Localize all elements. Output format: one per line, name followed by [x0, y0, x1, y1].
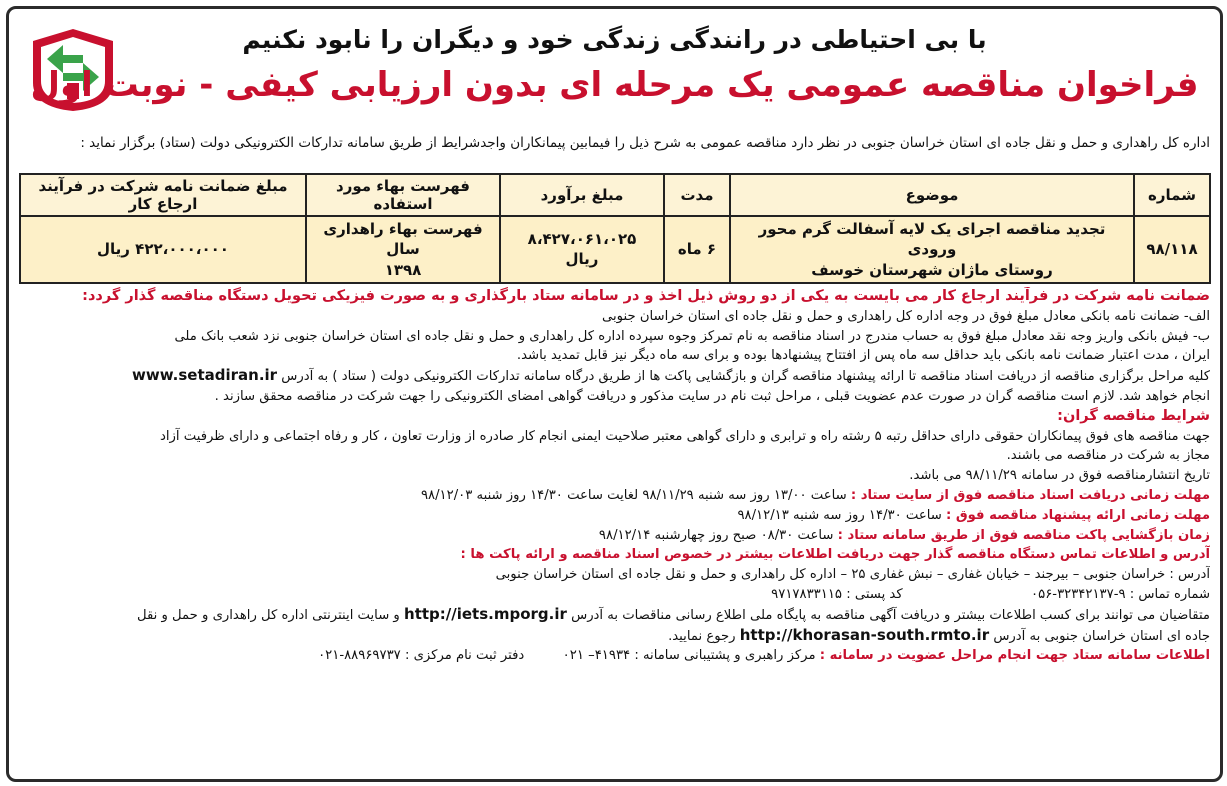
postal-code: کد پستی : ۹۷۱۷۸۳۳۱۱۵ [771, 586, 903, 602]
opening-time-value: ساعت ۰۸/۳۰ صبح روز چهارشنبه ۹۸/۱۲/۱۴ [598, 527, 834, 543]
col-duration: مدت [664, 174, 730, 216]
cell-estimate [500, 216, 664, 283]
conditions-text-2: مجاز به شرکت در مناقصه می باشند. [1006, 448, 1210, 464]
opening-time [19, 526, 1210, 546]
deadline-documents-value: ساعت ۱۳/۰۰ روز سه شنبه ۹۸/۱۱/۲۹ لغایت ساعت ۱۴/۳۰ روز شنبه ۹۸/۱۲/۰۳ [420, 487, 847, 503]
setad-info-line [19, 646, 1210, 666]
conditions-heading: شرایط مناقصه گران: [1057, 407, 1210, 424]
deadline-documents [19, 486, 1210, 506]
option-b: ب- فیش بانکی واریز وجه نقد معادل مبلغ فوق به حساب مندرج در اسناد مناقصه به نام تمرکز وجوه سپرده اداره کل راهداری و حمل و نقل جاده ای استان خراسان جنوبی نزد شعب بانک ملی [174, 328, 1210, 344]
estimate-amount: ۸،۴۲۷،۰۶۱،۰۲۵ [527, 230, 637, 249]
col-estimate: مبلغ برآورد [500, 174, 664, 216]
col-guarantee: مبلغ ضمانت نامه شرکت در فرآیند ارجاع کار [20, 174, 306, 216]
guarantee-heading: ضمانت نامه شرکت در فرآیند ارجاع کار می بایست به یکی از دو روش ذیل اخذ و در سامانه ستاد بارگذاری و به صورت فیزیکی تحویل دستگاه مناقصه گذار گردد: [82, 288, 1210, 304]
option-a: الف- ضمانت نامه بانکی معادل مبلغ فوق در وجه اداره کل راهداری و حمل و نقل جاده ای استان خراسان جنوبی [602, 308, 1210, 324]
conditions-text: جهت مناقصه های فوق پیمانکاران حقوقی دارای حداقل رتبه ۵ رشته راه و ترابری و دارای گواهی معتبر صلاحیت ایمنی انجام کار صادره از وزارت تعاون ، کار و رفاه اجتماعی و دارای ظرفیت آزاد [160, 428, 1210, 444]
notice-body [19, 287, 1210, 666]
province-text: جاده ای استان خراسان جنوبی به آدرس [993, 628, 1210, 644]
notice-frame [6, 6, 1223, 782]
cell-guarantee: ۴۲۲،۰۰۰،۰۰۰ ریال [20, 216, 306, 283]
cell-duration: ۶ ماه [664, 216, 730, 283]
iets-link[interactable]: http://iets.mporg.ir [404, 604, 567, 623]
setad-info-value: مرکز راهبری و پشتیبانی سامانه : ۴۱۹۳۴– ۰۲۱ [562, 648, 816, 664]
tender-table [19, 173, 1211, 284]
publish-date: تاریخ انتشارمناقصه فوق در سامانه ۹۸/۱۱/۲۹ می باشد. [909, 468, 1210, 484]
deadline-proposal [19, 506, 1210, 526]
validity-text: ایران ، مدت اعتبار ضمانت نامه بانکی باید حداقل سه ماه پس از افتتاح پیشنهادها بوده و برای سه ماه دیگر نیز قابل تمدید باشد. [516, 348, 1210, 364]
table-header-row [20, 174, 1210, 216]
intro-text: اداره کل راهداری و حمل و نقل جاده ای استان خراسان جنوبی در نظر دارد مناقصه عمومی به شرح ذیل را فیمابین پیمانکاران واجدشرایط از طریق سامانه تدارکات الکترونیکی دولت (ستاد) برگزار نماید : [80, 135, 1210, 151]
price-list-line-1: فهرست بهاء راهداری سال [323, 220, 483, 259]
phone-postal-line [19, 585, 1210, 605]
header [9, 9, 1220, 127]
setad-info-label: اطلاعات سامانه ستاد جهت انجام مراحل عضویت در سامانه : [819, 648, 1210, 664]
col-subject: موضوع [730, 174, 1134, 216]
applicants-text: متقاضیان می توانند برای کسب اطلاعات بیشتر و دریافت آگهی مناقصه به پایگاه ملی اطلاع رسانی مناقصات به آدرس [571, 607, 1210, 623]
process-text: کلیه مراحل برگزاری مناقصه از دریافت اسناد مناقصه تا ارائه پیشنهاد مناقصه گران و بازگشایی پاکت ها از طریق درگاه سامانه تدارکات الکترونیکی دولت ( ستاد ) به آدرس [281, 369, 1210, 385]
contact-heading: آدرس و اطلاعات تماس دستگاه مناقصه گذار جهت دریافت اطلاعات بیشتر در خصوص اسناد مناقصه و ارائه پاکت ها : [460, 547, 1210, 563]
safety-slogan: با بی احتیاطی در رانندگی زندگی خود و دیگران را نابود نکنیم [242, 25, 987, 54]
subject-line-2: روستای ماژان شهرستان خوسف [811, 260, 1053, 279]
registration-office: دفتر ثبت نام مرکزی : ۸۸۹۶۹۷۳۷-۰۲۱ [318, 648, 525, 664]
process-text-2: انجام خواهد شد. لازم است مناقصه گران در صورت عدم عضویت قبلی ، مراحل ثبت نام در سایت مذکور و دریافت گواهی امضای الکترونیکی را جهت شرکت در مناقصه محقق سازند . [214, 388, 1210, 404]
deadline-documents-label: مهلت زمانی دریافت اسناد مناقصه فوق از سایت ستاد : [850, 487, 1210, 503]
cell-number: ۹۸/۱۱۸ [1134, 216, 1210, 283]
phone-text: شماره تماس : ۹-۳۲۳۴۲۱۳۷-۰۵۶ [1031, 586, 1210, 602]
estimate-unit: ریال [565, 250, 599, 269]
cell-price-list [306, 216, 500, 283]
province-text-2: رجوع نمایید. [668, 628, 736, 644]
cell-subject [730, 216, 1134, 283]
setad-link[interactable]: www.setadiran.ir [132, 366, 278, 385]
applicants-text-2: و سایت اینترنتی اداره کل راهداری و حمل و نقل [136, 607, 400, 623]
province-line [19, 626, 1210, 647]
deadline-proposal-value: ساعت ۱۴/۳۰ روز سه شنبه ۹۸/۱۲/۱۳ [737, 507, 942, 523]
price-list-line-2: ۱۳۹۸ [384, 260, 422, 279]
deadline-proposal-label: مهلت زمانی ارائه پیشنهاد مناقصه فوق : [945, 507, 1210, 523]
address-text: آدرس : خراسان جنوبی – بیرجند – خیابان غفاری – نبش غفاری ۲۵ – اداره کل راهداری و حمل و نقل جاده ای استان خراسان جنوبی [495, 567, 1210, 583]
col-number: شماره [1134, 174, 1210, 216]
process-line [19, 366, 1210, 387]
subject-line-1: تجدید مناقصه اجرای یک لایه آسفالت گرم محور ورودی [758, 220, 1106, 259]
opening-time-label: زمان بازگشایی پاکت مناقصه فوق از طریق سامانه ستاد : [837, 527, 1210, 543]
applicants-line [19, 605, 1210, 626]
rmto-link[interactable]: http://khorasan-south.rmto.ir [739, 625, 990, 644]
col-price-list: فهرست بهاء مورد استفاده [306, 174, 500, 216]
page-title: فراخوان مناقصه عمومی یک مرحله ای بدون ارزیابی کیفی - نوبت اول [30, 65, 1199, 105]
table-row [20, 216, 1210, 283]
